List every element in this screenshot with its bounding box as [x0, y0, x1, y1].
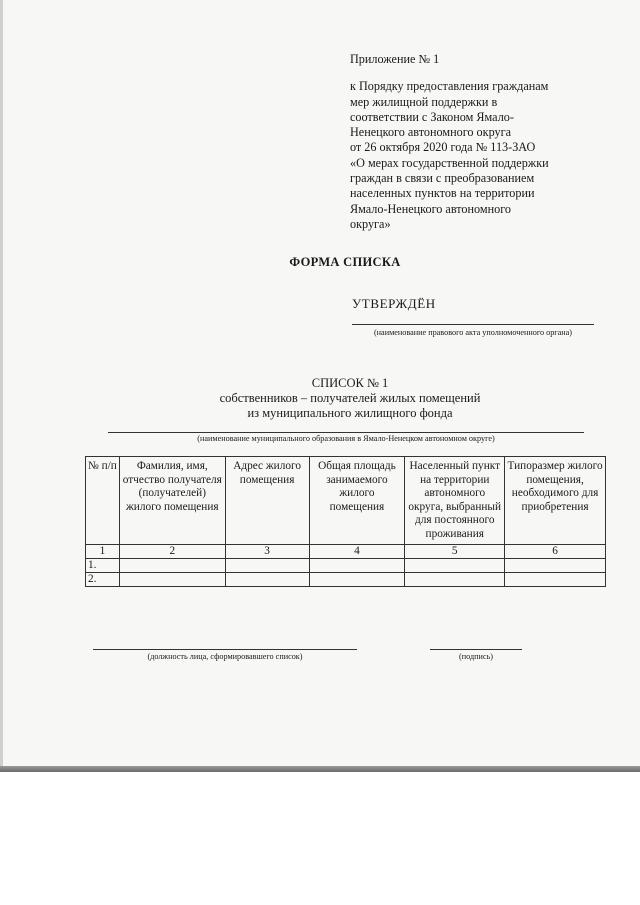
table-cell — [405, 572, 505, 586]
header-cell: Типоразмер жилого помещения, необходимого для приобретения — [505, 457, 606, 545]
header-cell: Адрес жилого помещения — [225, 457, 309, 545]
signature-caption: (подпись) — [459, 652, 493, 661]
org-caption: (наименование муниципального образования в Ямало-Ненецком автономном округе) — [197, 434, 495, 443]
appendix-line: соответствии с Законом Ямало- — [350, 109, 514, 124]
table-cell — [225, 558, 309, 572]
column-number-row — [86, 544, 606, 558]
appendix-line: к Порядку предоставления гражданам — [350, 79, 549, 94]
appendix-line: от 26 октября 2020 года № 113-ЗАО — [350, 140, 536, 155]
table-cell — [119, 558, 225, 572]
list-title-subject: собственников – получателей жилых помещений — [219, 391, 481, 405]
header-cell: Фамилия, имя, отчество получателя (получателей) жилого помещения — [119, 457, 225, 545]
appendix-line: Ямало-Ненецкого автономного — [350, 201, 512, 216]
table-cell — [505, 558, 606, 572]
table-row — [86, 558, 606, 572]
column-number: 3 — [225, 544, 309, 558]
form-title: ФОРМА СПИСКА — [289, 255, 401, 269]
approved-fill-line — [352, 324, 594, 325]
table-cell — [119, 572, 225, 586]
recipients-table — [85, 456, 606, 587]
appendix-line: мер жилищной поддержки в — [350, 94, 498, 109]
column-number: 1 — [86, 544, 120, 558]
column-number: 6 — [505, 544, 606, 558]
table-header-row — [86, 457, 606, 545]
scan-left-edge — [0, 0, 3, 770]
scan-bottom-edge — [0, 766, 640, 772]
table-cell — [309, 572, 405, 586]
column-number: 5 — [405, 544, 505, 558]
approved-caption: (наименование правового акта уполномоченного органа) — [373, 328, 573, 337]
org-fill-line — [108, 432, 584, 433]
table-cell — [225, 572, 309, 586]
position-fill-line — [93, 649, 357, 650]
list-title-number: СПИСОК № 1 — [311, 376, 389, 390]
column-number: 4 — [309, 544, 405, 558]
appendix-number: Приложение № 1 — [350, 52, 440, 66]
appendix-line: «О мерах государственной поддержки — [350, 155, 549, 170]
list-title — [150, 376, 550, 421]
table-row — [86, 572, 606, 586]
header-cell: № п/п — [86, 457, 120, 545]
row-number: 2. — [86, 572, 120, 586]
appendix-block — [350, 52, 605, 232]
signature-fill-line — [430, 649, 522, 650]
appendix-line: населенных пунктов на территории — [350, 186, 535, 201]
appendix-line: граждан в связи с преобразованием — [350, 171, 535, 186]
list-title-fund: из муниципального жилищного фонда — [247, 406, 453, 420]
appendix-line: округа» — [350, 216, 391, 231]
appendix-line: Ненецкого автономного округа — [350, 125, 512, 140]
table-cell — [405, 558, 505, 572]
table-cell — [309, 558, 405, 572]
position-caption: (должность лица, сформировавшего список) — [147, 652, 303, 661]
table-cell — [505, 572, 606, 586]
column-number: 2 — [119, 544, 225, 558]
approved-label: УТВЕРЖДЁН — [352, 296, 436, 311]
header-cell: Населенный пункт на территории автономного округа, выбранный для постоянного проживания — [405, 457, 505, 545]
row-number: 1. — [86, 558, 120, 572]
header-cell: Общая площадь занимаемого жилого помещения — [309, 457, 405, 545]
